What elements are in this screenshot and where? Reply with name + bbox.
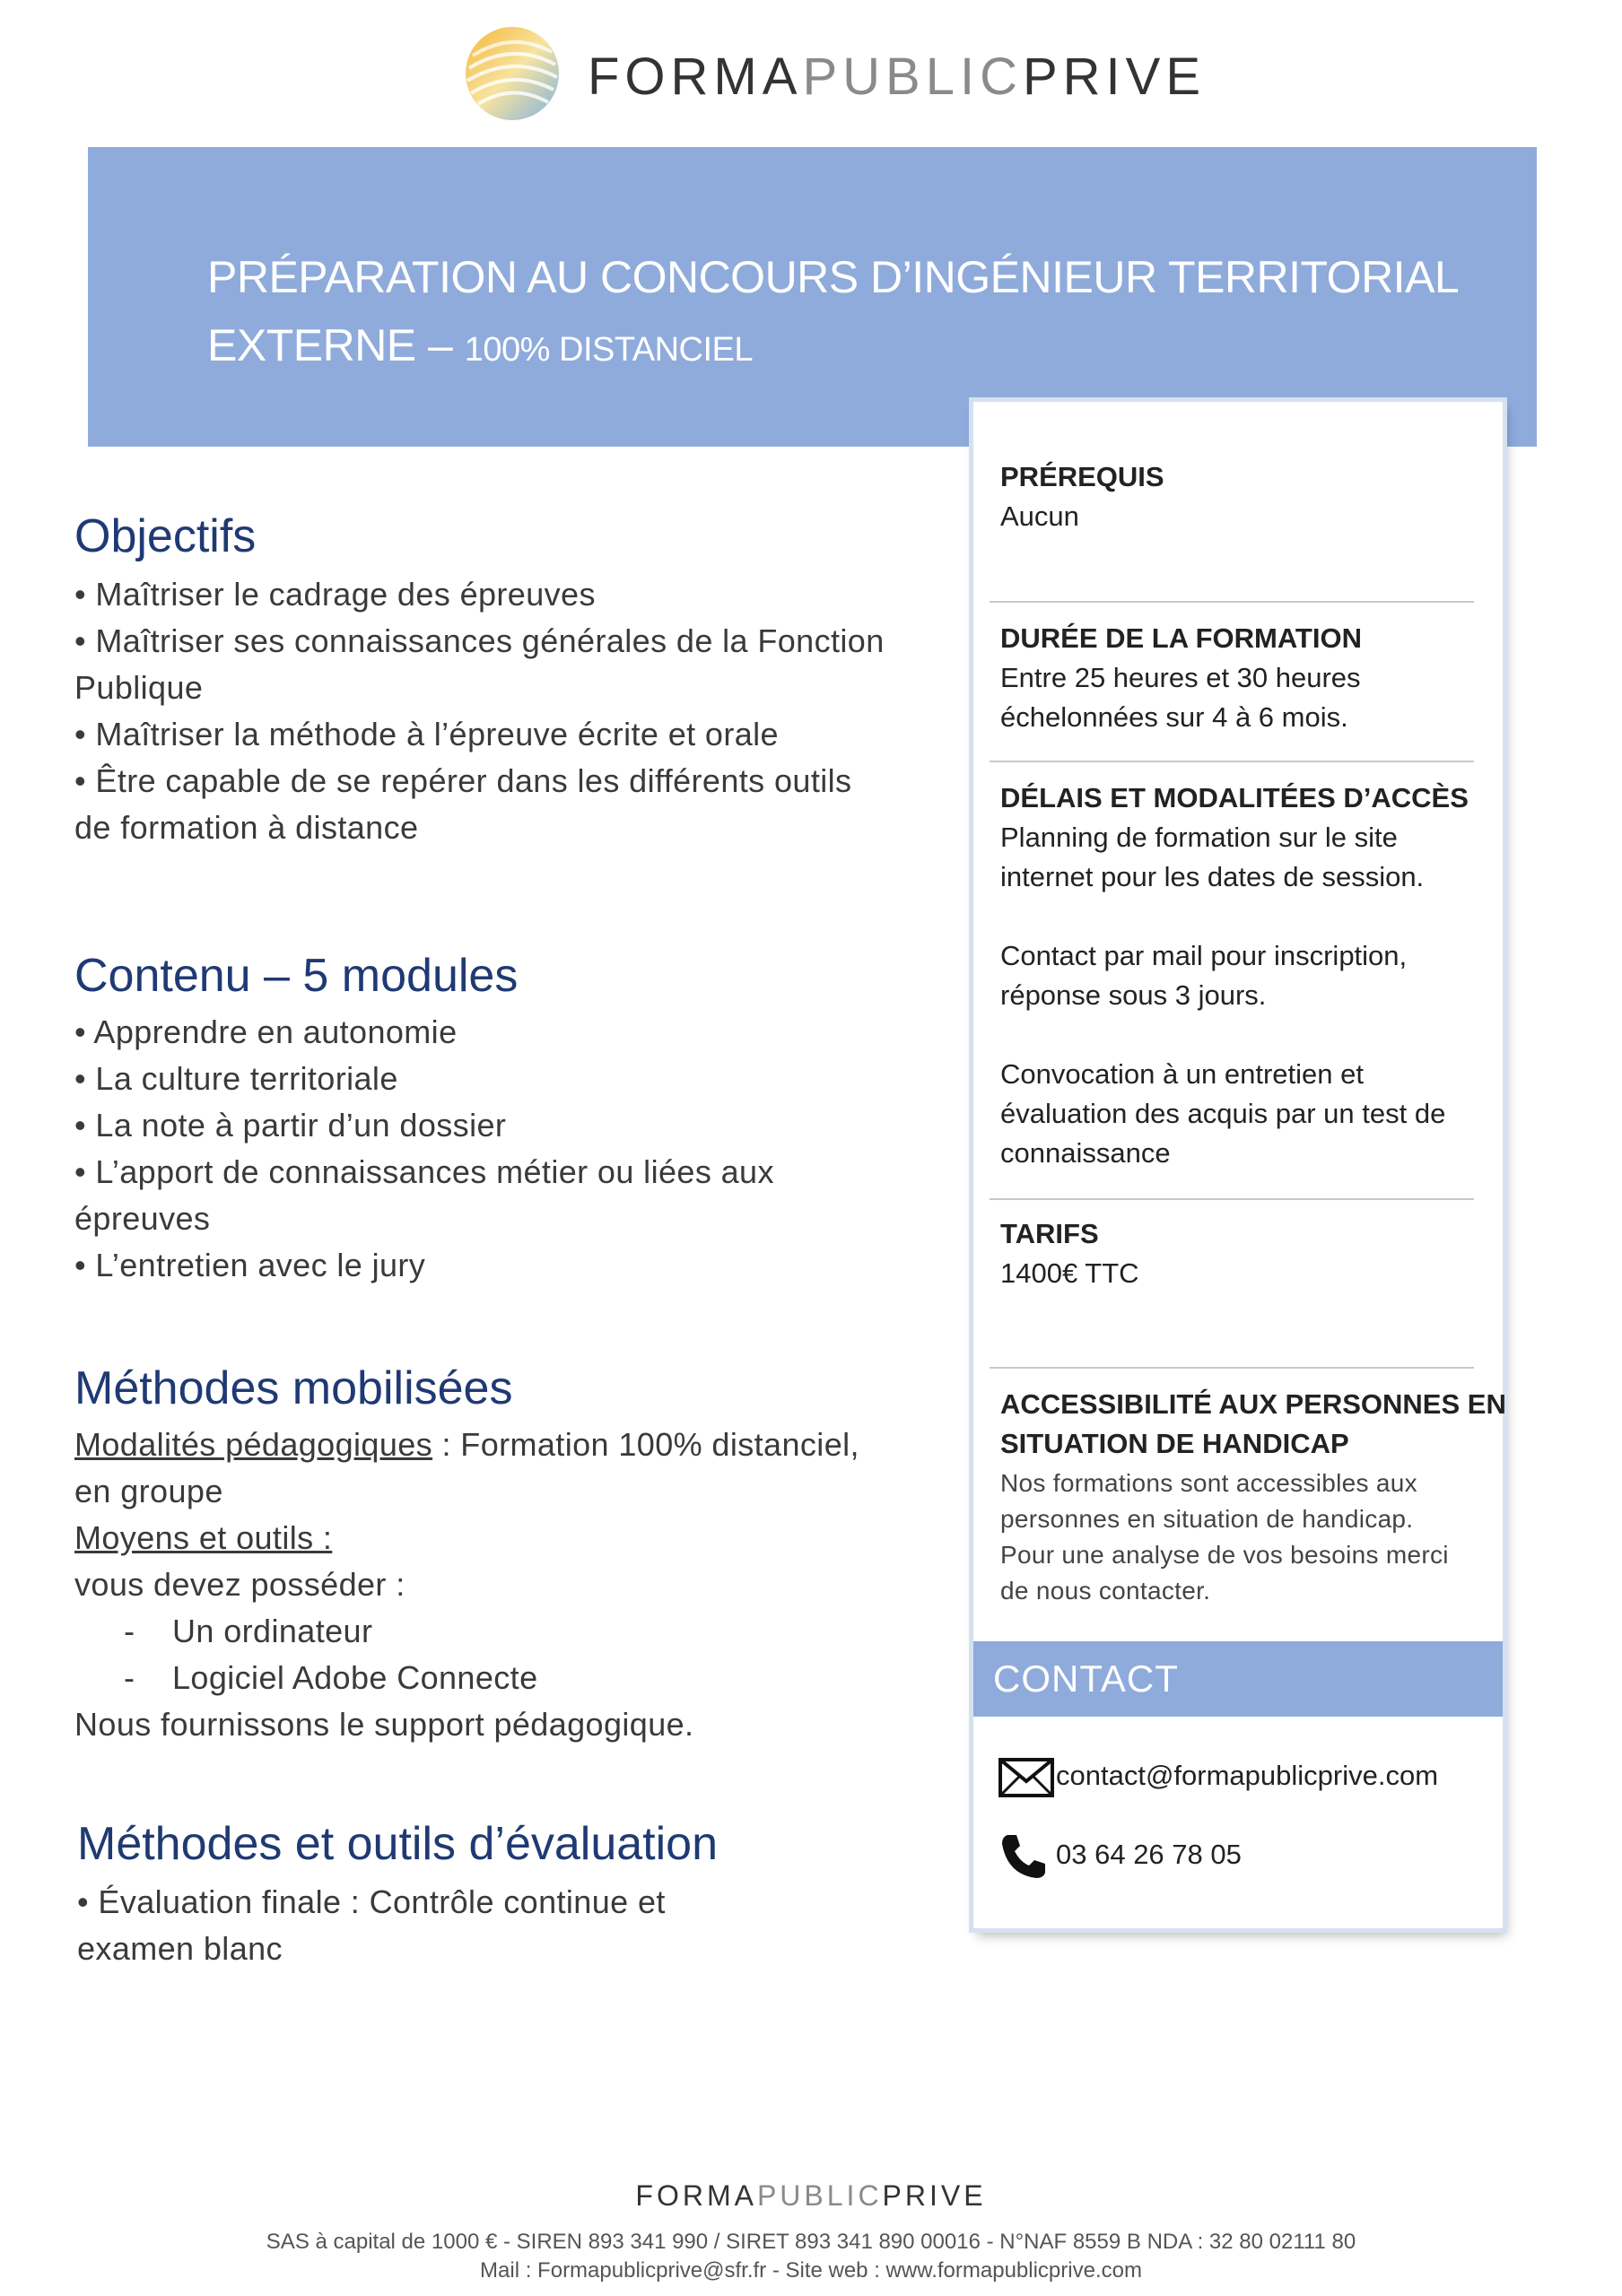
methodes-line: en groupe (74, 1473, 223, 1509)
objectifs-line: de formation à distance (74, 809, 419, 846)
divider (990, 601, 1474, 603)
duree-title: DURÉE DE LA FORMATION (1000, 622, 1362, 654)
contenu-title: Contenu – 5 modules (74, 950, 519, 1002)
accessibilite-title: SITUATION DE HANDICAP (1000, 1428, 1349, 1459)
contenu-line: épreuves (74, 1200, 211, 1237)
divider (990, 1367, 1474, 1369)
objectifs-line: • Être capable de se repérer dans les différents outils (74, 762, 852, 799)
objectifs-line: Publique (74, 669, 204, 706)
methodes-line: Nous fournissons le support pédagogique. (74, 1706, 694, 1743)
accessibilite-title: ACCESSIBILITÉ AUX PERSONNES EN (1000, 1388, 1506, 1420)
contact-title: CONTACT (993, 1657, 1179, 1700)
contenu-line: • Apprendre en autonomie (74, 1013, 458, 1050)
divider (990, 1198, 1474, 1200)
tarifs-text: 1400€ TTC (1000, 1257, 1139, 1289)
accessibilite-text: personnes en situation de handicap. (1000, 1505, 1414, 1533)
delais-text: Contact par mail pour inscription, (1000, 940, 1408, 971)
delais-text: connaissance (1000, 1137, 1171, 1169)
delais-text: Convocation à un entretien et (1000, 1058, 1364, 1090)
methodes-title: Méthodes mobilisées (74, 1362, 513, 1414)
evaluation-line: examen blanc (77, 1930, 283, 1967)
header-logo (462, 20, 1207, 127)
accessibilite-text: Pour une analyse de vos besoins merci (1000, 1541, 1449, 1569)
prerequis-title: PRÉREQUIS (1000, 461, 1164, 492)
modalites-line: Modalités pédagogiques : Formation 100% distanciel, (74, 1426, 859, 1463)
moyens-label: Moyens et outils : (74, 1519, 333, 1556)
contenu-line: • L’apport de connaissances métier ou liées aux (74, 1153, 774, 1190)
evaluation-title: Méthodes et outils d’évaluation (77, 1818, 719, 1870)
brand-name: FORMAPUBLICPRIVE (588, 48, 1207, 106)
objectifs-line: • Maîtriser ses connaissances générales de la Fonction (74, 622, 885, 659)
delais-title: DÉLAIS ET MODALITÉES D’ACCÈS (1000, 782, 1469, 813)
dash-bullet: - (124, 1659, 135, 1696)
delais-text: Planning de formation sur le site (1000, 822, 1398, 853)
dash-bullet: - (124, 1613, 135, 1649)
contenu-line: • La note à partir d’un dossier (74, 1107, 507, 1144)
duree-text: échelonnées sur 4 à 6 mois. (1000, 701, 1348, 733)
accessibilite-text: de nous contacter. (1000, 1577, 1211, 1605)
accessibilite-text: Nos formations sont accessibles aux (1000, 1469, 1417, 1497)
footer-contact: Mail : Formapublicprive@sfr.fr - Site web : www.formapublicprive.com (480, 2258, 1142, 2283)
phone-icon (998, 1831, 1049, 1882)
delais-text: évaluation des acquis par un test de (1000, 1098, 1446, 1129)
prerequis-text: Aucun (1000, 500, 1079, 532)
list-item: Un ordinateur (172, 1613, 373, 1649)
duree-text: Entre 25 heures et 30 heures (1000, 662, 1361, 693)
evaluation-line: • Évaluation finale : Contrôle continue et (77, 1883, 666, 1920)
list-item: Logiciel Adobe Connecte (172, 1659, 538, 1696)
delais-text: internet pour les dates de session. (1000, 861, 1425, 892)
contenu-line: • L’entretien avec le jury (74, 1247, 426, 1283)
globe-logo-icon (462, 23, 562, 124)
envelope-icon (998, 1758, 1054, 1797)
delais-text: réponse sous 3 jours. (1000, 979, 1267, 1011)
objectifs-line: • Maîtriser la méthode à l’épreuve écrite et orale (74, 716, 779, 752)
banner-title-line2: EXTERNE – 100% DISTANCIEL (207, 320, 754, 370)
methodes-line: vous devez posséder : (74, 1566, 406, 1603)
contenu-line: • La culture territoriale (74, 1060, 398, 1097)
footer-brand: FORMAPUBLICPRIVE (635, 2179, 987, 2212)
contact-header (973, 1641, 1503, 1717)
objectifs-title: Objectifs (74, 510, 257, 562)
contact-email[interactable]: contact@formapublicprive.com (1056, 1760, 1439, 1791)
footer-legal: SAS à capital de 1000 € - SIREN 893 341 990 / SIRET 893 341 890 00016 - N°NAF 8559 B NDA : 32 80 02111 80 (266, 2230, 1356, 2254)
divider (990, 761, 1474, 762)
tarifs-title: TARIFS (1000, 1218, 1099, 1249)
contact-phone[interactable]: 03 64 26 78 05 (1056, 1839, 1242, 1870)
info-sidebar (973, 402, 1506, 1928)
objectifs-line: • Maîtriser le cadrage des épreuves (74, 576, 596, 613)
banner-title-line1: PRÉPARATION AU CONCOURS D’INGÉNIEUR TERRITORIAL (207, 252, 1460, 302)
